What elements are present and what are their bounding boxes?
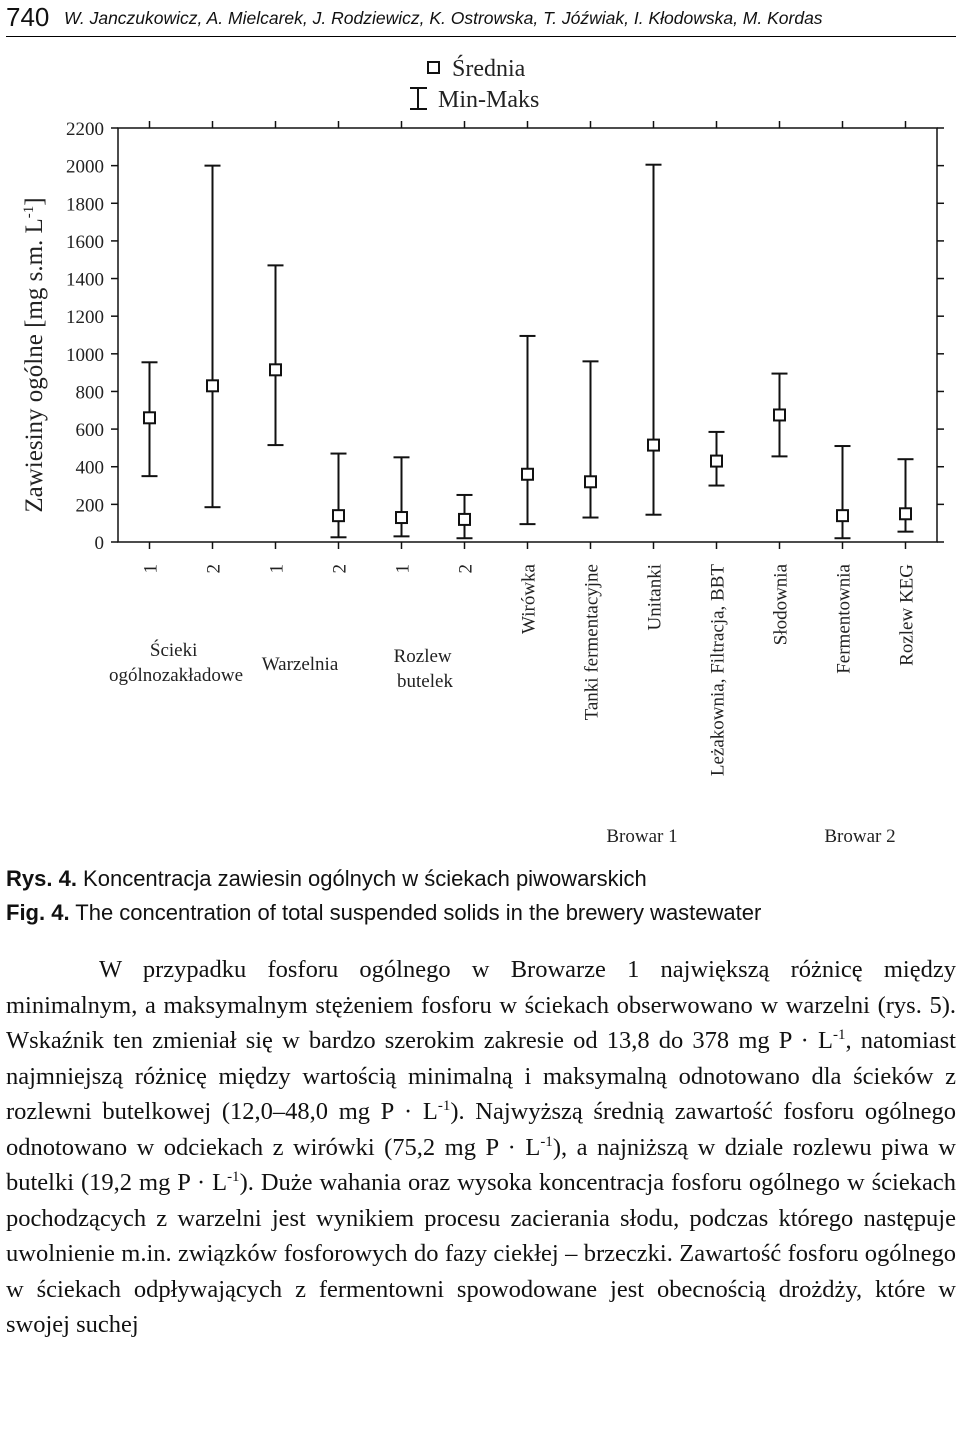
x-category-label: 2	[203, 564, 225, 574]
mean-marker	[144, 412, 155, 423]
running-header	[6, 2, 956, 32]
caption-en-text: The concentration of total suspended solids in the brewery wastewater	[69, 900, 762, 925]
x-category-label: Fermentownia	[833, 564, 855, 674]
y-tick-label: 400	[75, 457, 104, 479]
y-tick-label: 1000	[66, 344, 104, 366]
caption-pl-text: Koncentracja zawiesin ogólnych w ściekach piwowarskich	[76, 866, 647, 891]
x-category-label: Unitanki	[644, 564, 666, 631]
body-text	[6, 952, 956, 1343]
body-paragraph: W przypadku fosforu ogólnego w Browarze 1 największą różnicę między minimalnym, a maksymalnym stężeniem fosforu w ściekach obserwowano w warzelni (rys. 5). Wskaźnik ten zmieniał się w bardzo szerokim zakresie od 13,8 do 378 mg $P \cdot L^{-1}$, natomiast najmniejszą różnicę między wartością minimalną i maksymalną odnotowano dla ścieków z rozlewni butelkowej (12,0–48,0 mg $P \cdot L^{-1}$). Najwyższą średnią zawartość fosforu ogólnego odnotowano w odciekach z wirówki (75,2 mg $P \cdot L^{-1}$), a najniższą w dziale rozlewu piwa w butelki (19,2 mg $P \cdot L^{-1}$). Duże wahania oraz wysoka koncentracja fosforu ogólnego w ściekach pochodzących z warzelni jest wynikiem procesu zacierania słodu, podczas którego następuje uwolnienie m.in. związków fosforowych do fazy ciekłej – brzeczki. Zawartość fosforu ogólnego w ściekach odpływających z fermentowni spowodowane jest obecnością drożdży, które w swojej suchej	[6, 956, 956, 1338]
legend-range-marker	[410, 88, 427, 109]
brewery-label-2: Browar 2	[824, 826, 896, 847]
author-list: W. Janczukowicz, A. Mielcarek, J. Rodziewicz, K. Ostrowska, T. Jóźwiak, I. Kłodowska, M. Kordas	[64, 8, 823, 28]
mean-marker	[711, 456, 722, 467]
y-tick-label: 1800	[66, 194, 104, 216]
mean-marker	[207, 380, 218, 391]
y-tick-label: 200	[75, 495, 104, 517]
x-category-label: Leżakownia, Filtracja, BBT	[707, 564, 729, 777]
legend-mean-marker	[428, 62, 439, 73]
mean-marker	[648, 440, 659, 451]
mean-marker	[585, 476, 596, 487]
y-tick-label: 0	[94, 533, 104, 554]
mean-marker	[270, 364, 281, 375]
y-tick-label: 1200	[66, 307, 104, 329]
mean-marker	[396, 512, 407, 523]
errorbar-chart	[0, 40, 960, 860]
y-tick-label: 2000	[66, 156, 104, 178]
brewery-label-1: Browar 1	[606, 826, 678, 847]
group-label-warzelnia: Warzelnia	[261, 654, 339, 675]
page-number: 740	[6, 2, 50, 32]
y-tick-label: 600	[75, 420, 104, 442]
group-label-rozlew-butelek: Rozlew butelek	[393, 646, 453, 692]
x-category-label: Słodownia	[770, 564, 792, 646]
mean-marker	[333, 510, 344, 521]
mean-marker	[522, 469, 533, 480]
y-tick-label: 800	[75, 382, 104, 404]
caption-en-label: Fig. 4.	[6, 900, 70, 925]
header-rule	[6, 36, 956, 37]
x-category-label: 1	[140, 564, 162, 574]
legend-range-label: Min-Maks	[438, 87, 540, 113]
mean-marker	[837, 510, 848, 521]
x-category-label: Tanki fermentacyjne	[581, 564, 603, 721]
x-category-label: Rozlew KEG	[896, 564, 918, 666]
figure-caption-en	[6, 900, 761, 926]
y-axis-label: Zawiesiny ogólne [mg s.m. $L^{-1}$]	[21, 197, 48, 513]
x-category-label: Wirówka	[518, 564, 540, 634]
y-tick-label: 2200	[66, 119, 104, 140]
caption-pl-label: Rys. 4.	[6, 866, 77, 891]
mean-marker	[459, 514, 470, 525]
chart-legend	[410, 55, 539, 113]
group-label-sciekli: Ścieki ogólnozakładowe	[108, 640, 244, 686]
x-category-label: 2	[455, 564, 477, 574]
mean-marker	[900, 508, 911, 519]
mean-marker	[774, 409, 785, 420]
legend-mean-label: Średnia	[452, 56, 526, 82]
y-tick-label: 1400	[66, 269, 104, 291]
x-category-label: 1	[392, 564, 414, 574]
y-tick-label: 1600	[66, 231, 104, 253]
x-category-label: 1	[266, 564, 288, 574]
figure-caption-pl	[6, 866, 647, 892]
x-category-label: 2	[329, 564, 351, 574]
